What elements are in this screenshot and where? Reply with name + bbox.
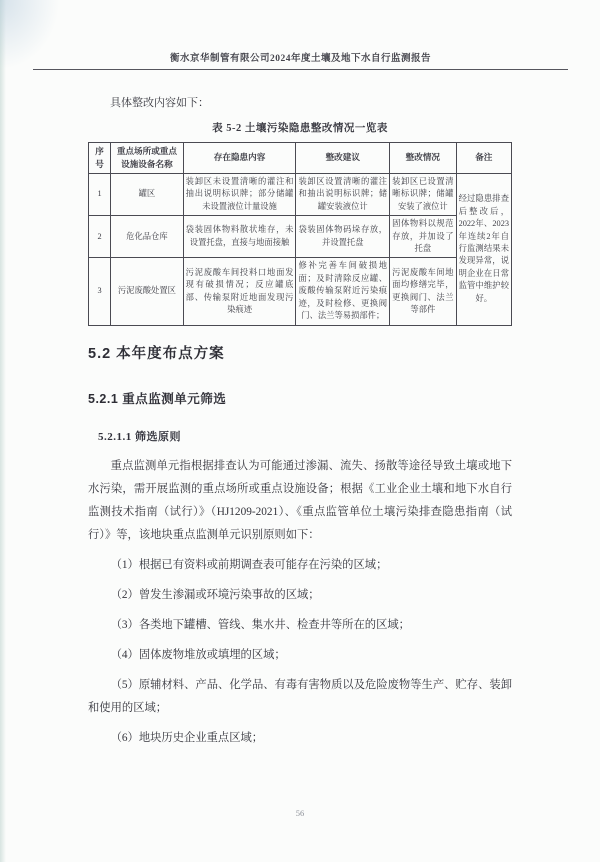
table-row — [89, 258, 512, 325]
cell-hazard: 装卸区未设置清晰的灌注和抽出说明标识牌；部分储罐未设置液位计量设施 — [183, 173, 296, 215]
scan-edge-tint — [0, 0, 6, 862]
table-caption: 表 5-2 土壤污染隐患整改情况一览表 — [212, 123, 388, 134]
cell-suggestion: 修补完善车间破损地面；及时清除反应罐、废酸传输泵附近污染痕迹，及时检修、更换阀门、法兰等易损部件； — [296, 258, 390, 325]
cell-no: 2 — [89, 216, 111, 258]
principles-list — [88, 554, 512, 750]
page-header-title: 衡水京华制管有限公司2024年度土壤及地下水自行监测报告 — [33, 50, 568, 70]
col-header-no: 序号 — [89, 143, 111, 174]
cell-place: 污泥废酸处置区 — [111, 258, 184, 325]
intro-text: 具体整改内容如下： — [110, 97, 209, 109]
list-item: （4）固体废物堆放或填埋的区域； — [110, 648, 286, 661]
section-heading-5-2: 5.2 本年度布点方案 — [88, 345, 225, 362]
cell-no: 3 — [89, 258, 111, 325]
col-header-suggestion: 整改建议 — [296, 143, 390, 174]
list-item: （3）各类地下罐槽、管线、集水井、检查井等所在的区域； — [110, 618, 410, 631]
cell-hazard: 污泥废酸车间投料口地面发现有破损情况；反应罐底部、传输泵附近地面发现污染痕迹 — [183, 258, 296, 325]
table-row — [89, 173, 512, 215]
list-item: （5）原辅材料、产品、化学品、有毒有害物质以及危险废物等生产、贮存、装卸和使用的区域； — [88, 678, 512, 714]
col-header-status: 整改情况 — [390, 143, 456, 174]
cell-status: 固体物料以规范存放，并加设了托盘 — [390, 216, 456, 258]
col-header-place: 重点场所或重点设施设备名称 — [111, 143, 184, 174]
list-item: （2）曾发生渗漏或环境污染事故的区域； — [110, 588, 320, 601]
table-row — [89, 216, 512, 258]
cell-suggestion: 装卸区设置清晰的灌注和抽出说明标识牌；储罐安装液位计 — [296, 173, 390, 215]
cell-status: 装卸区已设置清晰标识牌；储罐安装了液位计 — [390, 173, 456, 215]
list-item: （6）地块历史企业重点区域； — [110, 731, 264, 744]
cell-no: 1 — [89, 173, 111, 215]
cell-remark: 经过隐患排查后整改后，2022年、2023年连续2年自行监测结果未发现异常，说明企业在日常监管中维护较好。 — [456, 173, 511, 325]
principles-paragraph: 重点监测单元指根据排查认为可能通过渗漏、流失、扬散等途径导致土壤或地下水污染，需开展监测的重点场所或重点设施设备；根据《工业企业土壤和地下水自行监测技术指南（试行）》（HJ1209-2021）、《重点监管单位土壤污染排查隐患指南（试行）》等，该地块重点监测单元识别原则如下： — [88, 459, 512, 541]
page-content — [88, 94, 512, 750]
table-header-row — [89, 143, 512, 174]
cell-hazard: 袋装固体物料散状堆存，未设置托盘，直接与地面接触 — [183, 216, 296, 258]
section-heading-5-2-1-1: 5.2.1.1 筛选原则 — [98, 430, 181, 443]
page-number: 56 — [295, 808, 305, 818]
list-item: （1）根据已有资料或前期调查表可能存在污染的区域； — [110, 558, 388, 571]
col-header-remark: 备注 — [456, 143, 511, 174]
cell-status: 污泥废酸车间地面均修缮完毕，更换阀门、法兰等部件 — [390, 258, 456, 325]
section-heading-5-2-1: 5.2.1 重点监测单元筛选 — [88, 391, 227, 406]
col-header-hazard: 存在隐患内容 — [183, 143, 296, 174]
cell-place: 罐区 — [111, 173, 184, 215]
cell-place: 危化品仓库 — [111, 216, 184, 258]
hazard-rectification-table — [88, 142, 512, 326]
cell-suggestion: 袋装固体物码垛存放，并设置托盘 — [296, 216, 390, 258]
